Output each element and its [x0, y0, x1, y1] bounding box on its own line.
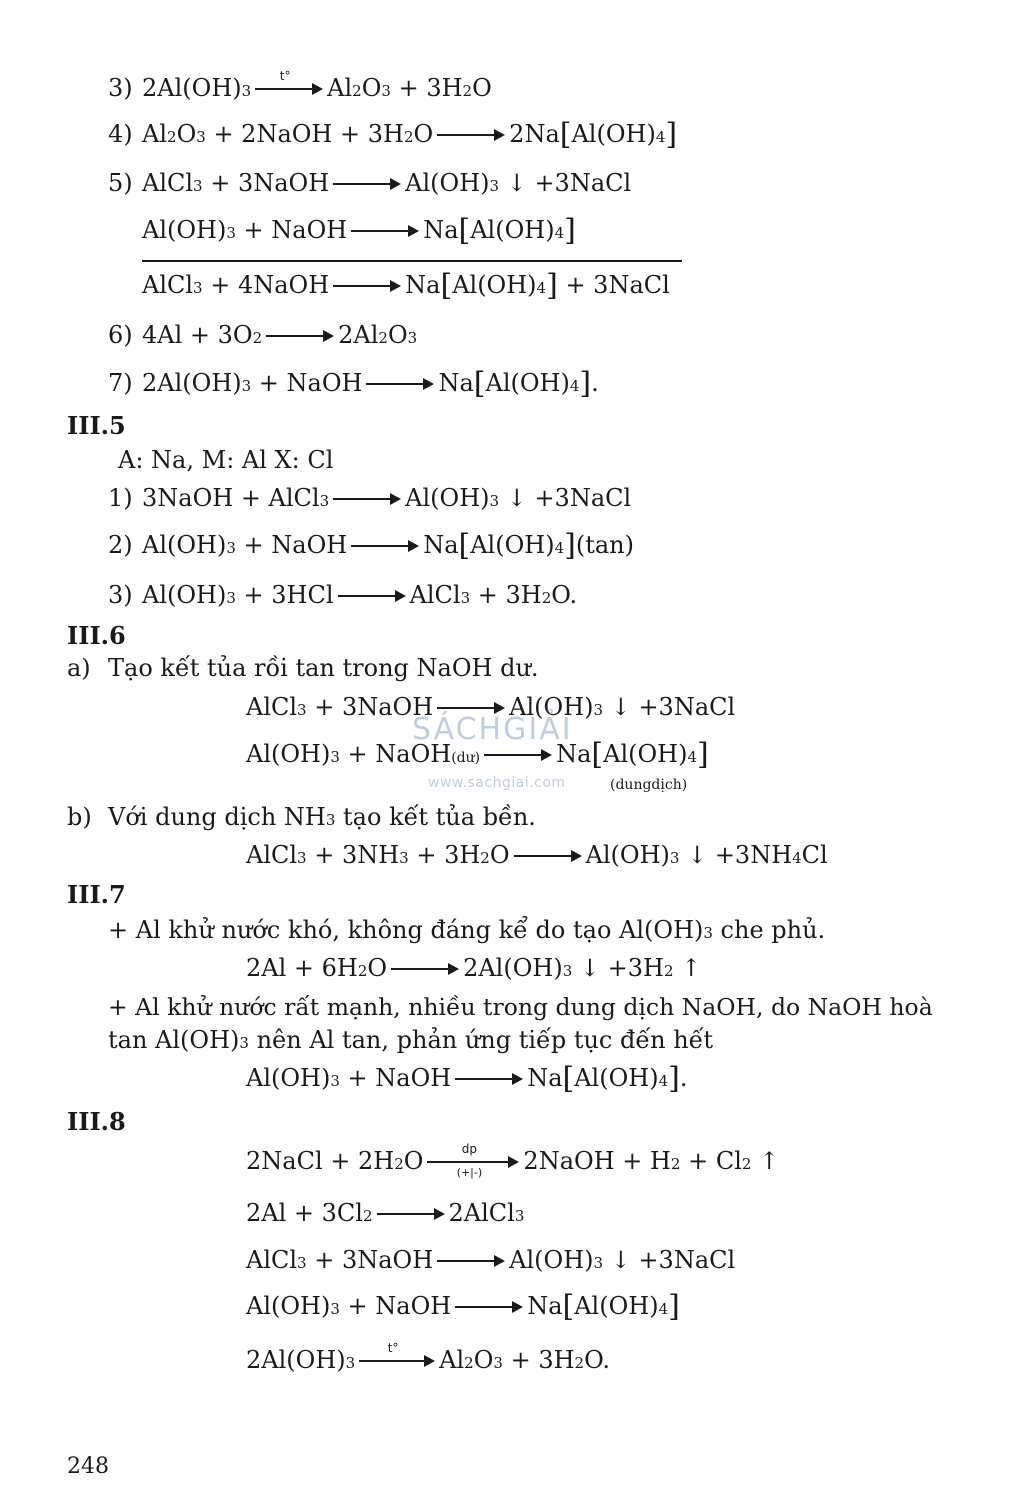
precipitate-arrow-icon	[611, 1248, 631, 1272]
reaction-6: 6) 4Al + 3O 2 2Al 2 O 3	[108, 321, 418, 349]
reaction: 2Al + 3Cl 2 2AlCl 3	[246, 1199, 525, 1227]
reaction-arrow	[351, 224, 419, 238]
reaction-arrow	[333, 177, 401, 191]
section-intro: A: Na, M: Al X: Cl	[118, 446, 334, 474]
reaction-arrow	[484, 748, 552, 762]
reaction-arrow	[455, 1300, 523, 1314]
reaction-5-step2: Al(OH) 3 + NaOH Na [ Al(OH) 4 ]	[142, 213, 576, 248]
reaction-arrow	[391, 962, 459, 976]
paragraph: tan Al(OH) 3 nên Al tan, phản ứng tiếp tục đến hết	[108, 1026, 714, 1054]
reaction: 2Al(OH) 3 t° Al 2 O 3 + 3H 2 O.	[246, 1341, 610, 1374]
heat-arrow: t°	[255, 82, 323, 96]
reaction-7: 7) 2Al(OH) 3 + NaOH Na [ Al(OH) 4 ] .	[108, 366, 599, 401]
precipitate-arrow-icon	[687, 843, 707, 867]
reaction: AlCl 3 + 3NH 3 + 3H 2 O Al(OH) 3 ↓ +3NH 4 Cl	[246, 843, 828, 867]
solution-note: (dungdịch)	[610, 777, 688, 793]
sum-line	[142, 260, 682, 262]
reaction: 3) Al(OH) 3 + 3HCl AlCl 3 + 3H 2 O.	[108, 581, 578, 609]
reaction-arrow	[437, 1254, 505, 1268]
reaction: 2) Al(OH) 3 + NaOH Na [ Al(OH) 4 ] (tan)	[108, 528, 634, 563]
reaction-arrow	[514, 849, 582, 863]
watermark-logo: SÁCHGIẢI	[412, 712, 573, 747]
precipitate-arrow-icon	[507, 171, 527, 195]
reaction-arrow	[377, 1207, 445, 1221]
electrolysis-arrow: dp (+|-)	[427, 1155, 519, 1169]
item-b: b) Với dung dịch NH 3 tạo kết tủa bền.	[67, 803, 536, 831]
watermark-url: www.sachgiai.com	[428, 775, 566, 791]
reaction: AlCl 3 + 3NaOH Al(OH) 3 ↓ +3NaCl	[246, 1248, 735, 1272]
reaction: 2Al + 6H 2 O 2Al(OH) 3 ↓ +3H 2 ↑	[246, 956, 701, 980]
paragraph: + Al khử nước rất mạnh, nhiều trong dung dịch NaOH, do NaOH hoà	[108, 993, 933, 1021]
page-number: 248	[67, 1454, 109, 1479]
reaction-3: 3) 2Al(OH) 3 t° Al 2 O 3 + 3H 2 O	[108, 69, 492, 102]
reaction-arrow	[455, 1072, 523, 1086]
item-number: 3)	[108, 74, 133, 102]
reaction-5: 5) AlCl 3 + 3NaOH Al(OH) 3 ↓ +3NaCl	[108, 171, 631, 195]
section-heading: III.5	[67, 411, 126, 440]
precipitate-arrow-icon	[580, 956, 600, 980]
reaction: Al(OH) 3 + NaOH Na [ Al(OH) 4 ]	[246, 1289, 680, 1324]
item-a: a) Tạo kết tủa rồi tan trong NaOH dư.	[67, 654, 539, 682]
reaction-arrow	[351, 539, 419, 553]
reaction-arrow	[366, 377, 434, 391]
reaction-5-sum: AlCl 3 + 4NaOH Na [ Al(OH) 4 ] + 3NaCl	[142, 268, 670, 303]
section-heading: III.6	[67, 621, 126, 650]
reaction: AlCl 3 + 3NaOH Al(OH) 3 ↓ +3NaCl	[246, 695, 735, 719]
section-heading: III.7	[67, 880, 126, 909]
gas-arrow-icon	[681, 956, 701, 980]
precipitate-arrow-icon	[507, 486, 527, 510]
reaction-arrow	[333, 492, 401, 506]
gas-arrow-icon	[759, 1149, 779, 1173]
reaction-arrow	[437, 128, 505, 142]
reaction-arrow	[266, 329, 334, 343]
section-heading: III.8	[67, 1107, 126, 1136]
reaction: Al(OH) 3 + NaOH Na [ Al(OH) 4 ] .	[246, 1061, 688, 1096]
heat-arrow: t°	[359, 1354, 435, 1368]
reaction-4: 4) Al 2 O 3 + 2NaOH + 3H 2 O 2Na [ Al(OH) 4 ]	[108, 117, 678, 152]
reaction: Al(OH) 3 + NaOH (dư) Na [ Al(OH) 4 ]	[246, 737, 709, 772]
reaction-arrow	[333, 279, 401, 293]
precipitate-arrow-icon	[611, 695, 631, 719]
reaction: 2NaCl + 2H 2 O dp (+|-) 2NaOH + H 2 + Cl 2 ↑	[246, 1149, 779, 1173]
reaction: 1) 3NaOH + AlCl 3 Al(OH) 3 ↓ +3NaCl	[108, 486, 631, 510]
reaction-arrow	[338, 589, 406, 603]
paragraph: + Al khử nước khó, không đáng kể do tạo Al(OH) 3 che phủ.	[108, 916, 826, 944]
